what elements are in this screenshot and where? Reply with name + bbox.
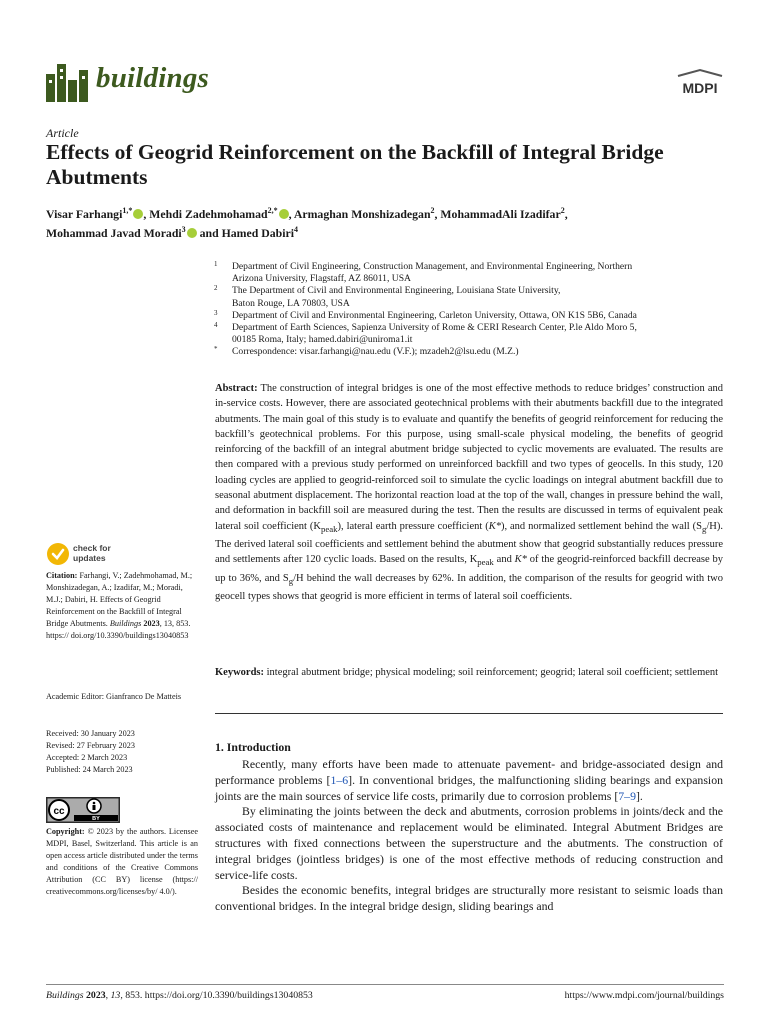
check-updates-icon <box>46 542 70 566</box>
author-separator: and <box>196 226 222 241</box>
orcid-icon[interactable] <box>133 209 143 219</box>
affiliation-line: Arizona University, Flagstaff, AZ 86011, USA <box>232 273 411 285</box>
author-separator: , <box>434 206 441 221</box>
intro-text: ]. <box>635 788 643 803</box>
author-separator: , <box>143 206 150 221</box>
svg-text:cc: cc <box>53 806 65 817</box>
check-updates-label <box>73 543 111 563</box>
affiliation-number: 1 <box>214 260 218 268</box>
abstract-text: and <box>493 554 515 566</box>
abstract-text: of the geogrid-reinforced backfill decrease by up to 36%, and S <box>215 554 723 584</box>
journal-header <box>46 58 726 108</box>
keywords <box>215 665 723 680</box>
mdpi-logo-text: MDPI <box>682 80 718 96</box>
affiliation-line: Baton Rouge, LA 70803, USA <box>232 297 350 309</box>
footer-doi-link[interactable]: , 853. https://doi.org/10.3390/buildings13040853 <box>120 990 313 1001</box>
author-affiliation-marker: 2 <box>560 206 565 215</box>
subscript-g: g <box>288 575 294 586</box>
abstract-text: ), and normalized settlement behind the wall (S <box>500 520 702 532</box>
author-list <box>46 203 726 242</box>
keywords-text: integral abutment bridge; physical modeling; soil reinforcement; geogrid; lateral soil coefficient; settlement <box>266 667 719 678</box>
author-affiliation-marker: 2,* <box>267 206 278 215</box>
buildings-logo-icon <box>46 60 90 102</box>
footer-citation: Buildings 2023, 13, 853. https://doi.org/10.3390/buildings13040853 <box>46 990 313 1001</box>
subscript-g: g <box>702 523 707 534</box>
affiliations <box>212 261 724 359</box>
check-updates-line1: check for <box>73 543 111 553</box>
citation-volume: , 13, 853. <box>159 618 191 628</box>
author-separator: , <box>564 206 568 221</box>
affiliation-item <box>212 285 724 309</box>
abstract <box>215 381 723 604</box>
author-separator: , <box>288 206 294 221</box>
affiliation-item <box>212 346 724 358</box>
academic-editor: Academic Editor: Gianfranco De Matteis <box>46 692 182 701</box>
subscript-peak: peak <box>320 523 338 534</box>
affiliation-number: 2 <box>214 284 218 293</box>
author-affiliation-marker: 3 <box>181 225 186 235</box>
check-updates-line2: updates <box>73 553 106 563</box>
affiliation-line: Department of Civil Engineering, Construction Management, and Environmental Engineering, Northern <box>232 261 633 272</box>
affiliation-number: 4 <box>214 321 218 330</box>
reference-link[interactable]: 7–9 <box>618 788 636 803</box>
intro-paragraph-1 <box>215 757 723 804</box>
author-affiliation-marker: 1,* <box>122 206 133 215</box>
paper-title: Effects of Geogrid Reinforcement on the Backfill of Integral Bridge Abutments <box>46 140 664 189</box>
footer-volume: 13 <box>110 990 121 1001</box>
affiliation-item <box>212 322 724 346</box>
abstract-label: Abstract: <box>215 383 258 394</box>
citation-label: Citation: <box>46 571 78 580</box>
abstract-text: /H). The derived lateral soil coefficients and settlement behind the abutment show that geogrid substantially reduces pressure and settlements after 120 cyclic loads. Based on the results, K <box>215 520 723 566</box>
footer-journal: Buildings <box>46 990 84 1001</box>
subscript-peak: peak <box>477 557 494 568</box>
publication-date: Revised: 27 February 2023 <box>46 740 135 750</box>
section-heading-introduction: 1. Introduction <box>215 740 291 754</box>
affiliation-item <box>212 261 724 285</box>
citation-doi-link[interactable]: https:// doi.org/10.3390/buildings13040853 <box>46 630 189 640</box>
footer-journal-link[interactable]: https://www.mdpi.com/journal/buildings <box>564 990 724 1001</box>
intro-paragraph-2: By eliminating the joints between the deck and abutments, corrosion problems in joints/deck and the associated costs of maintenance and replacement would be eliminated. Integral Abutment Bridges are structures with fixed connections between the superstructure and the abutments. The construction of integral bridges (jointless bridges) is one of the most effective methods of reducing construction and service-life costs. <box>215 804 723 882</box>
publication-date: Published: 24 March 2023 <box>46 764 133 774</box>
abstract-text: The construction of integral bridges is one of the most effective methods to reduce bridges’ construction and in-service costs. However, there are associated geotechnical problems with their abutments backfill due to the integrated abutments. The main goal of this study is to evaluate and quantify the benefits of geogrid reinforcement for reducing the backfill’s geotechnical problems. For this purpose, using small-scale physical modeling, the benefits of geogrid reinforcing of the backfill of an integral abutment bridge subjected to cyclic movements are evaluated. The results are then compared with a previous study performed on unreinforced backfill and two types of geocells. In this study, 120 loading cycles are applied to geogrid-reinforced soil to simulate the cyclic loadings on integral abutment backfill due to seasonal abutment displacement. The horizontal reaction load at the top of the wall, changes in pressure behind the wall, and deformation in backfill soil are measured during the test. Then the results are discussed in terms of equivalent peak lateral soil coefficient (K <box>215 383 723 532</box>
citation-year: 2023 <box>143 618 160 628</box>
author-name[interactable]: Mehdi Zadehmohamad <box>149 206 268 221</box>
author-name[interactable]: MohammadAli Izadifar <box>440 206 561 221</box>
author-name[interactable]: Visar Farhangi <box>46 206 123 221</box>
author-affiliation-marker: 4 <box>294 225 299 235</box>
citation-block <box>46 570 198 641</box>
abstract-kstar: K* <box>488 520 501 532</box>
intro-paragraph-3: Besides the economic benefits, integral bridges are structurally more resistant to seismic loads than conventional bridges. In the integral bridge design, sliding bearings and <box>215 883 723 914</box>
keywords-label: Keywords: <box>215 667 264 678</box>
copyright-text: © 2023 by the authors. Licensee MDPI, Basel, Switzerland. This article is an open access article distributed under the terms and conditions of the Creative Commons Attribution (CC BY) license (https:// creativecommons.org/licenses/by/ 4.0/). <box>46 827 199 896</box>
publication-dates <box>46 728 198 776</box>
orcid-icon[interactable] <box>187 228 197 238</box>
reference-link[interactable]: 1–6 <box>330 772 349 787</box>
article-type: Article <box>46 126 79 140</box>
journal-name: buildings <box>96 62 210 94</box>
footer-rule <box>46 984 724 985</box>
affiliation-line: Department of Civil and Environmental Engineering, Carleton University, Ottawa, ON K1S 5B6, Canada <box>232 309 637 321</box>
author-name[interactable]: Mohammad Javad Moradi <box>46 226 182 241</box>
affiliation-number: * <box>214 345 218 354</box>
intro-text: ]. In conventional bridges, the malfunctioning sliding bearings and expansion joints are the main sources of service life costs, primarily due to corrosion problems [ <box>215 772 723 803</box>
copyright-block <box>46 826 198 897</box>
footer-year: 2023 <box>86 990 106 1001</box>
author-affiliation-marker: 2 <box>430 206 435 215</box>
affiliation-number: 3 <box>214 308 218 317</box>
affiliation-item <box>212 310 724 322</box>
orcid-icon[interactable] <box>279 209 289 219</box>
cc-by-license-icon[interactable] <box>46 797 120 823</box>
affiliation-line: Department of Earth Sciences, Sapienza University of Rome & CERI Research Center, P.le Aldo Moro 5, <box>232 322 637 334</box>
affiliation-line: The Department of Civil and Environmental Engineering, Louisiana State University, <box>232 285 561 297</box>
citation-text: Farhangi, V.; Zadehmohamad, M.; Monshizadegan, A.; Izadifar, M.; Moradi, M.J.; Dabiri, H. Effects of Geogrid Reinforcement on the Backfill of Integral Bridge Abutments. <box>46 571 193 628</box>
abstract-text: ), lateral earth pressure coefficient ( <box>337 520 489 532</box>
author-name[interactable]: Hamed Dabiri <box>221 226 295 241</box>
abstract-kstar: K* <box>514 554 527 566</box>
intro-text: Recently, many efforts have been made to attenuate pavement- and bridge-associated design and performance problems [ <box>215 757 723 787</box>
mdpi-logo <box>674 68 726 98</box>
affiliation-line: Correspondence: visar.farhangi@nau.edu (V.F.); mzadeh2@lsu.edu (M.Z.) <box>232 346 519 358</box>
cc-by-label: BY <box>92 816 100 822</box>
citation-journal: Buildings <box>109 618 142 628</box>
author-name[interactable]: Armaghan Monshizadegan <box>293 206 431 221</box>
abstract-text: /H behind the wall decreases by 62%. In addition, the comparison of the results for geogrid with two geocell types shows that geogrid is more efficient in terms of lateral soil coefficients. <box>215 572 723 603</box>
introduction-body <box>215 757 723 915</box>
check-for-updates-button[interactable] <box>46 540 156 568</box>
publication-date: Received: 30 January 2023 <box>46 729 135 738</box>
copyright-label: Copyright: <box>46 827 85 836</box>
publication-date: Accepted: 2 March 2023 <box>46 752 128 762</box>
section-divider <box>215 713 723 714</box>
affiliation-line: 00185 Roma, Italy; hamed.dabiri@uniroma1.it <box>232 334 413 346</box>
